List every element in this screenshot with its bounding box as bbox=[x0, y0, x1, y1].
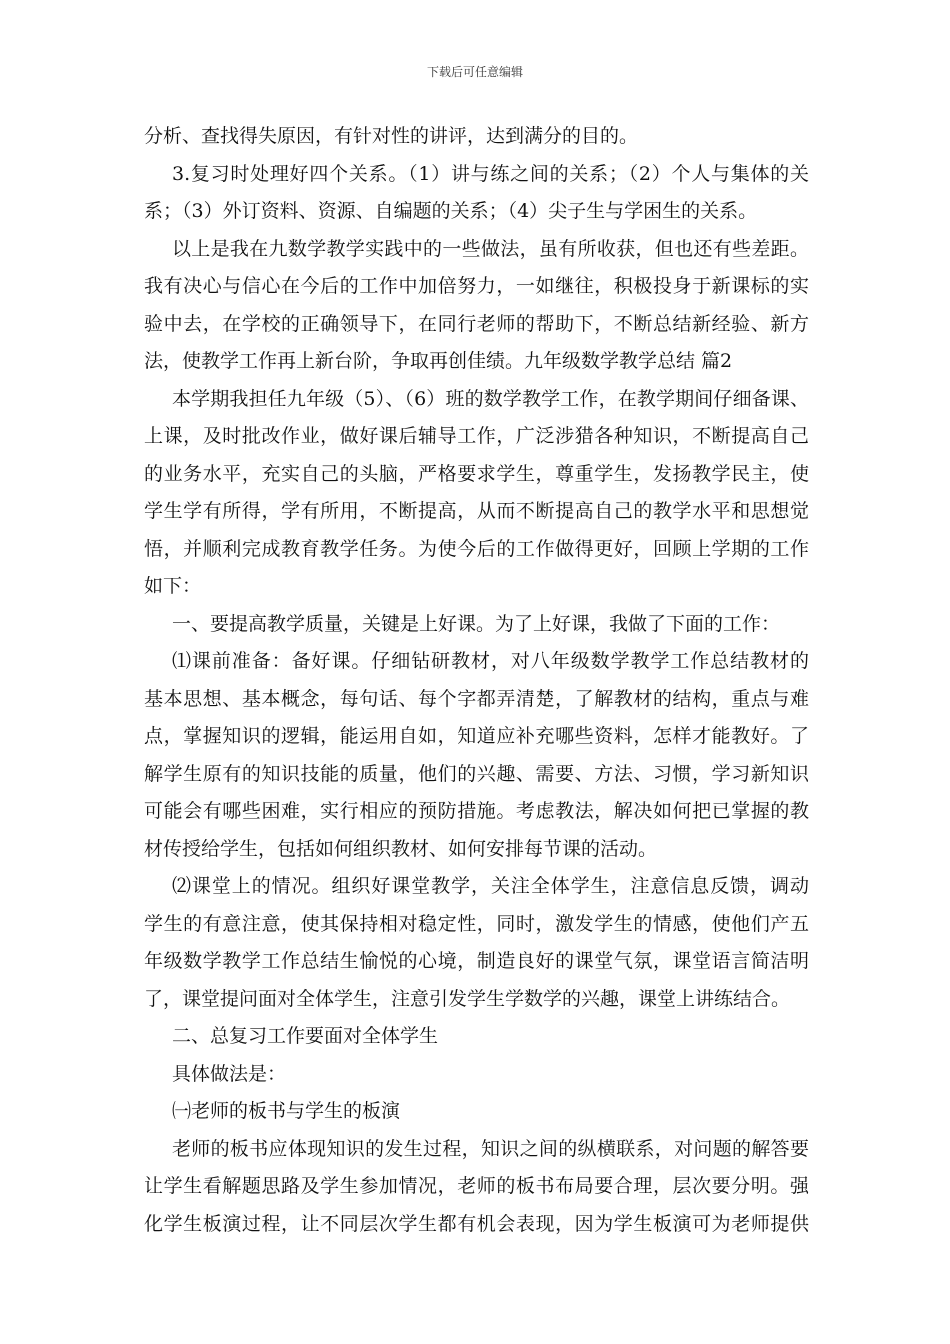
text-line: 一、要提高教学质量，关键是上好课。为了上好课，我做了下面的工作： bbox=[172, 612, 781, 635]
text-line: 让学生看解题思路及学生参加情况，老师的板书布局要合理，层次要分明。强 bbox=[144, 1175, 809, 1197]
page-header: 下载后可任意编辑 bbox=[426, 65, 523, 79]
text-line: 3.复习时处理好四个关系。（1）讲与练之间的关系；（2）个人与集体的关 bbox=[172, 162, 809, 185]
text-line: 系；（3）外订资料、资源、自编题的关系；（4）尖子生与学困生的关系。 bbox=[144, 200, 758, 222]
text-line: 学生的有意注意，使其保持相对稳定性，同时，激发学生的情感，使他们产五 bbox=[144, 912, 809, 935]
text-line: ⑵课堂上的情况。组织好课堂教学，关注全体学生，注意信息反馈，调动 bbox=[172, 875, 809, 897]
text-line: 学生学有所得，学有所用，不断提高，从而不断提高自己的教学水平和思想觉 bbox=[144, 500, 809, 522]
text-line: 的业务水平，充实自己的头脑，严格要求学生，尊重学生，发扬教学民主，使 bbox=[144, 462, 809, 485]
text-line: 年级数学教学工作总结生愉悦的心境，制造良好的课堂气氛，课堂语言简洁明 bbox=[144, 950, 809, 972]
text-line: 悟，并顺利完成教育教学任务。为使今后的工作做得更好，回顾上学期的工作 bbox=[144, 537, 809, 560]
text-line: 可能会有哪些困难，实行相应的预防措施。考虑教法，解决如何把已掌握的教 bbox=[144, 800, 809, 822]
text-line: 解学生原有的知识技能的质量，他们的兴趣、需要、方法、习惯，学习新知识 bbox=[144, 762, 809, 785]
document-body bbox=[144, 118, 809, 1243]
text-line: 我有决心与信心在今后的工作中加倍努力，一如继往，积极投身于新课标的实 bbox=[144, 275, 809, 297]
text-line: 以上是我在九数学教学实践中的一些做法，虽有所收获，但也还有些差距。 bbox=[172, 237, 809, 260]
text-line: 分析、查找得失原因，有针对性的讲评，达到满分的目的。 bbox=[144, 125, 639, 147]
text-line: 二、总复习工作要面对全体学生 bbox=[172, 1025, 439, 1047]
text-line: 本学期我担任九年级（5）、（6）班的数学教学工作，在教学期间仔细备课、 bbox=[172, 387, 809, 410]
text-line: 材传授给学生，包括如何组织教材、如何安排每节课的活动。 bbox=[144, 837, 658, 860]
text-line: 法，使教学工作再上新台阶，争取再创佳绩。九年级数学教学总结 篇2 bbox=[144, 350, 733, 372]
text-line: 了，课堂提问面对全体学生，注意引发学生学数学的兴趣，课堂上讲练结合。 bbox=[144, 987, 791, 1010]
text-line: 上课，及时批改作业，做好课后辅导工作，广泛涉猎各种知识，不断提高自己 bbox=[144, 425, 809, 447]
text-line: 点，掌握知识的逻辑，能运用自如，知道应补充哪些资料，怎样才能教好。了 bbox=[144, 725, 809, 747]
text-line: 如下： bbox=[144, 575, 202, 597]
text-line: ⑴课前准备：备好课。仔细钻研教材，对八年级数学教学工作总结教材的 bbox=[172, 650, 809, 672]
text-line: 基本思想、基本概念，每句话、每个字都弄清楚，了解教材的结构，重点与难 bbox=[144, 687, 809, 710]
text-line: 老师的板书应体现知识的发生过程，知识之间的纵横联系，对问题的解答要 bbox=[172, 1137, 809, 1160]
text-line: 化学生板演过程，让不同层次学生都有机会表现，因为学生板演可为老师提供 bbox=[144, 1212, 809, 1235]
text-line: ㈠老师的板书与学生的板演 bbox=[172, 1100, 401, 1122]
text-line: 具体做法是： bbox=[172, 1062, 287, 1085]
text-line: 验中去，在学校的正确领导下，在同行老师的帮助下，不断总结新经验、新方 bbox=[144, 312, 809, 335]
